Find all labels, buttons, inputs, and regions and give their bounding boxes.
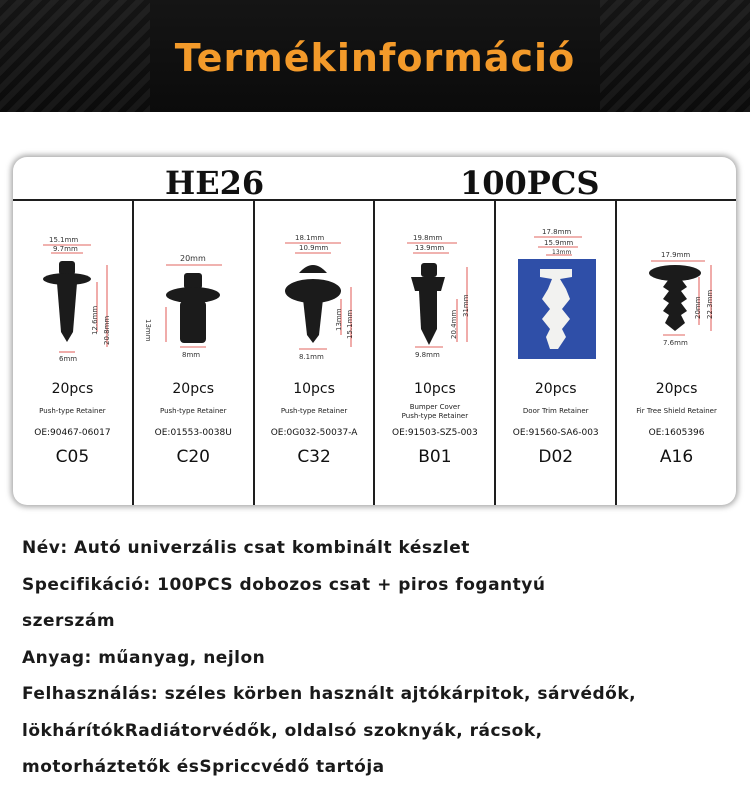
clip-c05-type: Push-type Retainer [39,407,106,415]
clip-card-b01 [375,199,496,505]
clip-c05-qty: 20pcs [51,381,94,397]
kit-count: 100PCS [460,164,600,202]
clip-c32-qty: 10pcs [293,381,335,397]
clip-c20-dim-3: 8mm [181,351,200,359]
banner-title: Termékinformáció [174,36,576,80]
clip-b01-code: B01 [418,447,452,467]
clip-d02-qty: 20pcs [534,381,577,397]
clip-c05-dim-5: 6mm [59,355,78,363]
clip-c05-illustration [13,207,133,372]
clip-c05-dim-2: 9.7mm [53,245,78,253]
clip-d02-type: Door Trim Retainer [522,407,589,415]
clip-b01-dim-1: 19.8mm [413,234,443,242]
clip-b01-dim-4: 31mm [462,294,471,317]
clip-d02-dim-3: 13mm [552,249,572,256]
clip-a16-illustration [617,207,737,372]
clip-d02-code: D02 [538,447,574,467]
clip-c32-dim-5: 8.1mm [298,353,324,361]
clip-c32-type: Push-type Retainer [280,407,348,415]
clip-a16-type: Fir Tree Shield Retainer [636,407,717,415]
clip-c20-code: C20 [176,447,210,467]
clip-c32-illustration [255,207,375,372]
clip-c20-type: Push-type Retainer [160,407,227,415]
clip-a16-dim-2: 20mm [694,296,703,319]
clip-d02-illustration [496,207,616,372]
clip-a16-code: A16 [659,447,694,467]
header-banner [0,0,750,112]
kit-code: HE26 [165,164,265,202]
clip-card-a16 [617,199,736,505]
product-card [13,157,736,505]
clip-c05-dim-3: 12.6mm [91,305,99,335]
clip-b01-qty: 10pcs [414,381,456,397]
clip-c20-dim-1: 20mm [179,254,206,263]
desc-usage-cont-1: lökhárítókRadiátorvédők, oldalsó szoknyák, rácsok, [22,720,543,741]
desc-name: Név: Autó univerzális csat kombinált készlet [22,538,470,558]
clip-c20-qty: 20pcs [172,381,215,397]
clip-b01-dim-2: 13.9mm [415,244,445,252]
clip-c05-oe: OE:90467-06017 [34,428,111,438]
desc-usage-cont-2: motorháztetők ésSpriccvédő tartója [22,757,385,777]
clip-card-d02 [496,199,617,505]
clip-c05-dim-1: 15.1mm [49,236,79,244]
clip-a16-qty: 20pcs [655,381,698,397]
clip-c05-code: C05 [55,447,90,467]
clip-d02-dim-1: 17.8mm [542,228,572,236]
clip-c32-dim-4: 15.1mm [345,309,354,339]
desc-material: Anyag: műanyag, nejlon [22,647,266,668]
clip-d02-dim-2: 15.9mm [544,239,574,247]
clip-c05-dim-4: 20.8mm [103,315,111,345]
product-description [22,530,732,786]
clip-a16-dim-3: 22.3mm [706,289,715,319]
clip-c32-code: C32 [297,447,331,467]
clip-columns [13,199,736,505]
clip-card-c32 [255,199,376,505]
clip-c20-illustration [134,207,254,372]
desc-spec-cont: szerszám [22,611,116,631]
clip-card-c05 [13,199,134,505]
clip-b01-dim-5: 9.8mm [415,351,441,359]
clip-b01-type: Bumper Cover Push-type Retainer [401,403,469,420]
clip-b01-illustration [375,207,495,372]
desc-spec: Specifikáció: 100PCS dobozos csat + piros fogantyú [22,574,546,595]
desc-usage: Felhasználás: széles körben használt ajtókárpitok, sárvédők, [22,684,637,704]
clip-d02-oe: OE:91560-SA6-003 [512,428,599,438]
clip-a16-dim-1: 17.9mm [661,251,691,259]
clip-b01-oe: OE:91503-SZ5-003 [392,428,478,438]
clip-b01-dim-3: 20.4mm [450,309,459,339]
clip-card-c20 [134,199,255,505]
clip-a16-dim-4: 7.6mm [663,339,688,347]
clip-c32-dim-3: 13mm [334,308,343,331]
clip-a16-oe: OE:1605396 [648,428,705,438]
clip-c32-oe: OE:0G032-50037-A [270,428,358,438]
clip-c32-dim-1: 18.1mm [294,234,324,242]
clip-c20-oe: OE:01553-0038U [154,428,232,438]
clip-c20-dim-2: 13mm [143,319,152,342]
clip-c32-dim-2: 10.9mm [298,244,328,252]
